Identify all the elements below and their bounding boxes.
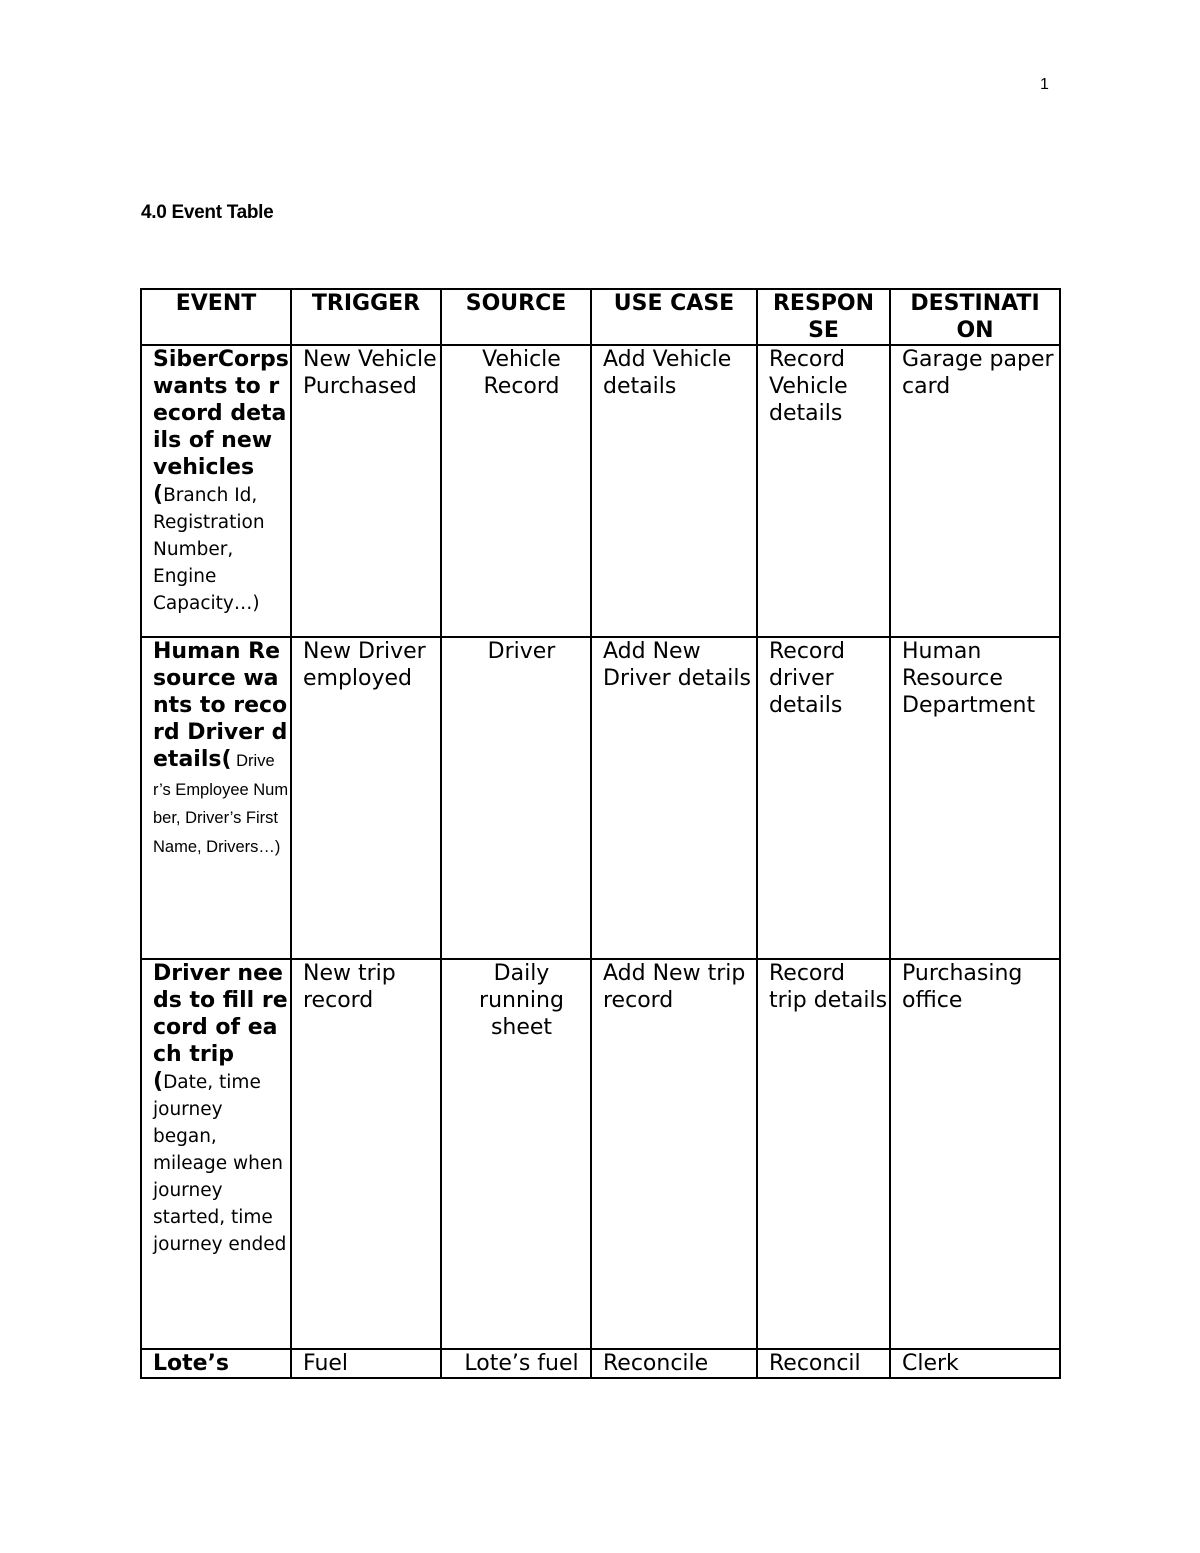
event-detail: Branch Id, Registration Number, Engine Capacity…) (153, 485, 265, 614)
use-case-cell: Add New trip record (591, 959, 757, 1349)
response-cell: Record trip details (757, 959, 890, 1349)
event-title: SiberCorps wants to record details of new vehicles (153, 347, 289, 480)
table-row (141, 959, 1060, 1349)
event-title: Driver needs to fill record of each trip (153, 961, 288, 1067)
section-title: 4.0 Event Table (141, 202, 274, 223)
event-cell: Lote’s (141, 1349, 291, 1378)
table-header-row (141, 289, 1060, 345)
use-case-cell: Add New Driver details (591, 637, 757, 959)
event-cell (141, 345, 291, 637)
response-cell: Reconcil (757, 1349, 890, 1378)
trigger-cell: New trip record (291, 959, 441, 1349)
header-trigger: TRIGGER (291, 289, 441, 345)
use-case-cell: Add Vehicle details (591, 345, 757, 637)
header-use-case: USE CASE (591, 289, 757, 345)
table-row (141, 1349, 1060, 1378)
event-table (140, 288, 1061, 1379)
event-paren: ( (153, 482, 164, 507)
source-cell: Daily running sheet (441, 959, 591, 1349)
header-source: SOURCE (441, 289, 591, 345)
source-cell: Lote’s fuel (441, 1349, 591, 1378)
trigger-cell: New Driver employed (291, 637, 441, 959)
trigger-cell: New Vehicle Purchased (291, 345, 441, 637)
header-event: EVENT (141, 289, 291, 345)
event-title: Human Resource wants to record Driver details (153, 639, 288, 772)
destination-cell: Human Resource Department (890, 637, 1060, 959)
response-cell: Record driver details (757, 637, 890, 959)
header-response: RESPON SE (757, 289, 890, 345)
trigger-cell: Fuel (291, 1349, 441, 1378)
destination-cell: Purchasing office (890, 959, 1060, 1349)
destination-cell: Clerk (890, 1349, 1060, 1378)
event-detail: Date, time journey began, mileage when journey started, time journey ended (153, 1072, 287, 1255)
event-paren: ( (221, 747, 232, 772)
event-cell (141, 637, 291, 959)
response-cell: Record Vehicle details (757, 345, 890, 637)
use-case-cell: Reconcile (591, 1349, 757, 1378)
event-paren: ( (153, 1069, 164, 1094)
source-cell: Driver (441, 637, 591, 959)
table-row (141, 345, 1060, 637)
event-cell (141, 959, 291, 1349)
header-destination: DESTINATI ON (890, 289, 1060, 345)
destination-cell: Garage paper card (890, 345, 1060, 637)
table-row (141, 637, 1060, 959)
event-detail: Driver’s Employee Number, Driver’s First Name, Drivers…) (153, 752, 289, 856)
source-cell: Vehicle Record (441, 345, 591, 637)
page-number: 1 (1040, 76, 1049, 93)
